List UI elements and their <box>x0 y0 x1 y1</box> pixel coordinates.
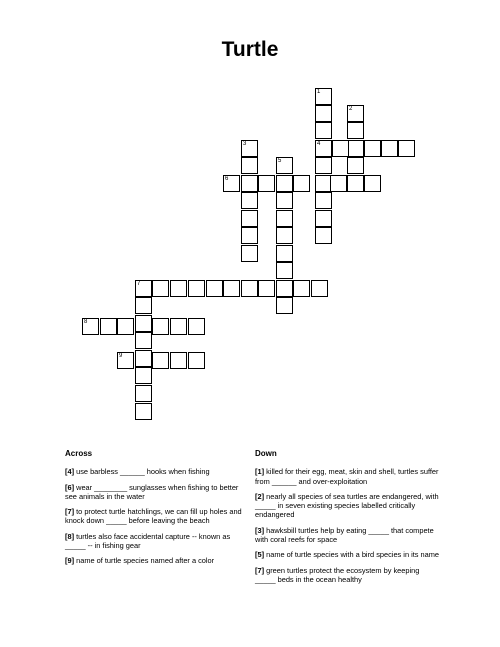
across-clue <box>65 507 250 526</box>
clue-text: wear ________ sunglasses when fishing to better see animals in the water <box>65 482 239 501</box>
grid-cell[interactable] <box>241 280 258 297</box>
grid-cell[interactable] <box>364 175 381 192</box>
clue-number-label: 5 <box>278 158 282 164</box>
grid-cell[interactable] <box>206 280 223 297</box>
grid-cell[interactable] <box>364 140 381 157</box>
grid-cell[interactable] <box>315 122 332 139</box>
down-clues <box>255 449 440 590</box>
clue-number-label: 3 <box>243 141 247 147</box>
grid-cell[interactable] <box>347 122 364 139</box>
across-clue <box>65 532 250 551</box>
grid-cell[interactable] <box>276 157 293 174</box>
clue-number: [2] <box>255 491 265 501</box>
clue-text: green turtles protect the ecosystem by keeping _____ beds in the ocean healthy <box>255 565 420 584</box>
clue-number: [5] <box>255 550 265 560</box>
grid-cell[interactable] <box>276 192 293 209</box>
grid-cell[interactable] <box>100 318 117 335</box>
grid-cell[interactable] <box>276 210 293 227</box>
grid-cell[interactable] <box>332 140 349 157</box>
grid-cell[interactable] <box>315 227 332 244</box>
grid-cell[interactable] <box>135 385 152 402</box>
grid-cell[interactable] <box>241 140 258 157</box>
grid-cell[interactable] <box>315 157 332 174</box>
grid-cell[interactable] <box>276 297 293 314</box>
grid-cell[interactable] <box>347 140 364 157</box>
grid-cell[interactable] <box>315 88 332 105</box>
grid-cell[interactable] <box>311 280 328 297</box>
grid-cell[interactable] <box>223 175 240 192</box>
grid-cell[interactable] <box>347 157 364 174</box>
grid-cell[interactable] <box>188 280 205 297</box>
grid-cell[interactable] <box>347 105 364 122</box>
grid-cell[interactable] <box>293 280 310 297</box>
grid-cell[interactable] <box>135 332 152 349</box>
across-clue <box>65 483 250 502</box>
clue-number: [6] <box>65 482 75 492</box>
grid-cell[interactable] <box>170 318 187 335</box>
grid-cell[interactable] <box>117 318 134 335</box>
grid-cell[interactable] <box>276 227 293 244</box>
grid-cell[interactable] <box>398 140 415 157</box>
page-title: Turtle <box>221 38 279 61</box>
grid-cell[interactable] <box>293 175 310 192</box>
grid-cell[interactable] <box>241 245 258 262</box>
grid-cell[interactable] <box>170 352 187 369</box>
down-clue <box>255 566 440 585</box>
clue-text: name of turtle species named after a color <box>74 556 215 566</box>
grid-cell[interactable] <box>330 175 347 192</box>
across-clues <box>65 449 250 572</box>
clue-number: [9] <box>65 556 75 566</box>
clue-number-label: 4 <box>317 141 321 147</box>
grid-cell[interactable] <box>117 352 134 369</box>
grid-cell[interactable] <box>188 318 205 335</box>
down-clue <box>255 526 440 545</box>
grid-cell[interactable] <box>241 227 258 244</box>
clue-number-label: 7 <box>137 281 141 287</box>
grid-cell[interactable] <box>241 210 258 227</box>
grid-cell[interactable] <box>135 403 152 420</box>
grid-cell[interactable] <box>241 192 258 209</box>
down-clue <box>255 550 440 559</box>
grid-cell[interactable] <box>315 105 332 122</box>
grid-cell[interactable] <box>135 367 152 384</box>
grid-cell[interactable] <box>276 262 293 279</box>
grid-cell[interactable] <box>276 280 293 297</box>
grid-cell[interactable] <box>276 175 293 192</box>
clue-number-label: 2 <box>349 106 353 112</box>
clue-number: [8] <box>65 531 75 541</box>
grid-cell[interactable] <box>135 280 152 297</box>
clue-text: use barbless ______ hooks when fishing <box>74 467 210 477</box>
grid-cell[interactable] <box>135 297 152 314</box>
down-clue <box>255 467 440 486</box>
grid-cell[interactable] <box>347 175 364 192</box>
grid-cell[interactable] <box>188 352 205 369</box>
grid-cell[interactable] <box>152 318 169 335</box>
clue-number-label: 6 <box>225 176 229 182</box>
grid-cell[interactable] <box>170 280 187 297</box>
grid-cell[interactable] <box>315 192 332 209</box>
grid-cell[interactable] <box>258 175 275 192</box>
clue-number: [3] <box>255 525 265 535</box>
grid-cell[interactable] <box>315 210 332 227</box>
clue-number: [4] <box>65 467 75 477</box>
grid-cell[interactable] <box>135 350 152 367</box>
clue-text: name of turtle species with a bird species in its name <box>264 550 440 560</box>
grid-cell[interactable] <box>241 175 258 192</box>
grid-cell[interactable] <box>381 140 398 157</box>
grid-cell[interactable] <box>315 140 332 157</box>
clue-number: [7] <box>255 565 265 575</box>
across-clue <box>65 556 250 565</box>
clue-text: killed for their egg, meat, skin and shell, turtles suffer from ______ and over-exploitation <box>255 467 439 486</box>
grid-cell[interactable] <box>241 157 258 174</box>
clue-text: to protect turtle hatchlings, we can fill up holes and knock down _____ before leaving the beach <box>65 507 242 526</box>
grid-cell[interactable] <box>82 318 99 335</box>
clue-text: hawksbill turtles help by eating _____ that compete with coral reefs for space <box>255 525 434 545</box>
down-heading: Down <box>255 449 277 458</box>
grid-cell[interactable] <box>258 280 275 297</box>
across-heading: Across <box>65 449 93 458</box>
grid-cell[interactable] <box>152 280 169 297</box>
clue-number-label: 1 <box>317 89 321 95</box>
clue-number-label: 9 <box>119 353 123 359</box>
across-clue <box>65 467 250 476</box>
grid-cell[interactable] <box>223 280 240 297</box>
clue-text: turtles also face accidental capture -- known as _____ -- in fishing gear <box>65 531 231 551</box>
clue-number: [1] <box>255 467 265 477</box>
clue-number: [7] <box>65 507 75 517</box>
grid-cell[interactable] <box>135 315 152 332</box>
grid-cell[interactable] <box>152 352 169 369</box>
clue-number-label: 8 <box>84 319 88 325</box>
grid-cell[interactable] <box>276 245 293 262</box>
clue-text: nearly all species of sea turtles are endangered, with _____ in seven existing species labelled critically endangered <box>255 491 439 520</box>
down-clue <box>255 492 440 520</box>
